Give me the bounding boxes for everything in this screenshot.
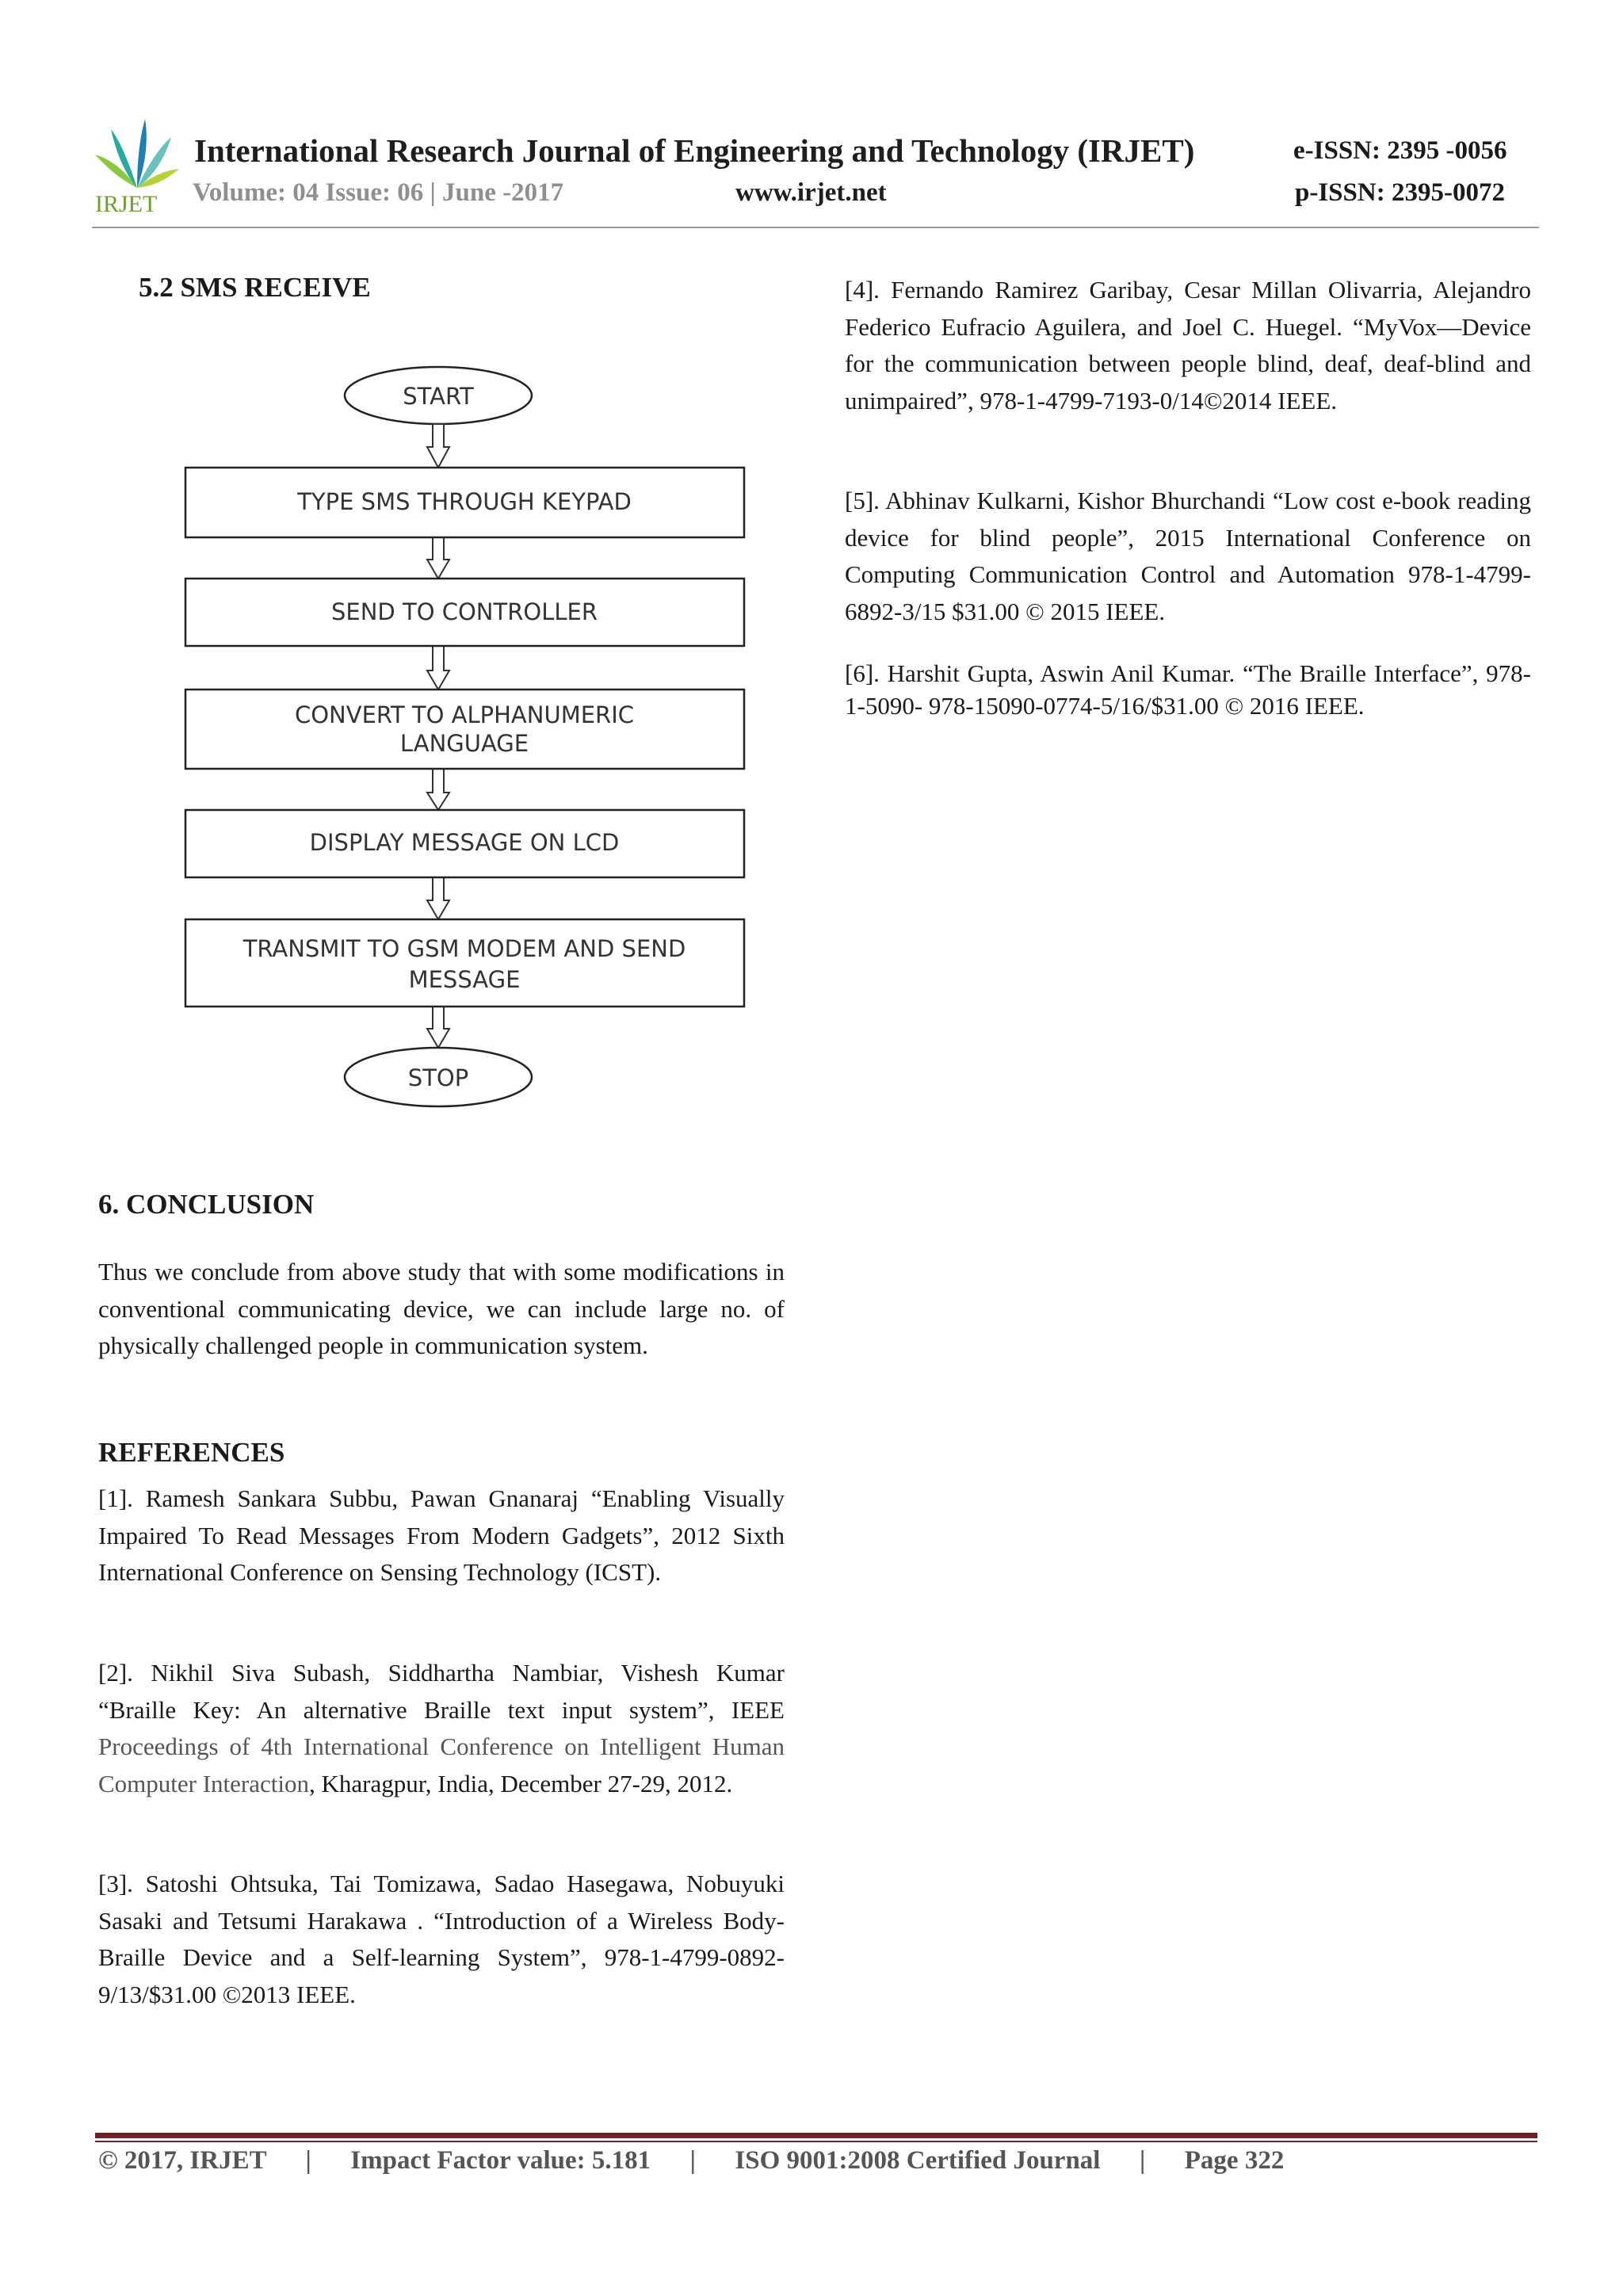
- e-issn: e-ISSN: 2395 -0056: [1293, 136, 1507, 165]
- footer-impact-factor: Impact Factor value: 5.181: [350, 2146, 651, 2175]
- journal-website-link[interactable]: www.irjet.net: [735, 178, 887, 207]
- journal-title: International Research Journal of Engineering and Technology (IRJET): [194, 132, 1195, 169]
- flowchart-arrow: [427, 877, 449, 919]
- reference-3: [3]. Satoshi Ohtsuka, Tai Tomizawa, Sadao Hasegawa, Nobuyuki Sasaki and Tetsumi Harakawa . “Introduction of a Wireless Body-Braille Device and a Self-learning System”, 978-1-4799-0892-9/13/$31.00 ©2013 IEEE.: [98, 1870, 785, 2008]
- reference-6: [6]. Harshit Gupta, Aswin Anil Kumar. “The Braille Interface”, 978-1-5090- 978-15090-0774-5/16/$31.00 © 2016 IEEE.: [845, 659, 1531, 720]
- logo-text: IRJET: [95, 191, 158, 214]
- reference-4: [4]. Fernando Ramirez Garibay, Cesar Millan Olivarria, Alejandro Federico Eufracio Aguilera, and Joel C. Huegel. “MyVox—Device for the communication between people blind, deaf, deaf-blind and unimpaired”, 978-1-4799-7193-0/14©2014 IEEE.: [845, 276, 1531, 415]
- flowchart-step-label: TRANSMIT TO GSM MODEM AND SEND: [242, 935, 686, 962]
- reference-1: [1]. Ramesh Sankara Subbu, Pawan Gnanaraj “Enabling Visually Impaired To Read Messages From Modern Gadgets”, 2012 Sixth International Conference on Sensing Technology (ICST).: [98, 1484, 785, 1586]
- footer-divider: [95, 2133, 1537, 2138]
- conclusion-heading: 6. CONCLUSION: [98, 1189, 315, 1220]
- flowchart-step-label: MESSAGE: [408, 966, 521, 993]
- flowchart-step-label: SEND TO CONTROLLER: [331, 598, 598, 625]
- irjet-logo: [94, 115, 181, 214]
- flowchart-step-label: CONVERT TO ALPHANUMERIC: [294, 701, 635, 728]
- flowchart-arrow: [427, 646, 449, 690]
- flowchart-start-label: START: [403, 383, 474, 410]
- p-issn: p-ISSN: 2395-0072: [1295, 178, 1505, 207]
- references-heading: REFERENCES: [98, 1437, 285, 1468]
- logo-leaves-icon: [95, 119, 179, 188]
- footer-copyright: © 2017, IRJET: [98, 2146, 267, 2175]
- header-divider: [92, 227, 1539, 228]
- page-footer: © 2017, IRJET | Impact Factor value: 5.181 | ISO 9001:2008 Certified Journal | Page 322: [98, 2146, 1285, 2175]
- flowchart-arrow: [427, 769, 449, 810]
- flowchart-arrow: [427, 1007, 449, 1048]
- reference-5: [5]. Abhinav Kulkarni, Kishor Bhurchandi “Low cost e-book reading device for blind people”, 2015 International Conference on Computing Communication Control and Automation 978-1-4799-6892-3/15 $31.00 © 2015 IEEE.: [845, 487, 1531, 625]
- flowchart-stop-label: STOP: [407, 1064, 469, 1091]
- conclusion-text: Thus we conclude from above study that with some modifications in conventional communicating device, we can include large no. of physically challenged people in communication system.: [98, 1258, 785, 1359]
- flowchart-step-transmit-gsm: [185, 919, 744, 1007]
- footer-iso: ISO 9001:2008 Certified Journal: [735, 2146, 1101, 2175]
- section-5-2-heading: 5.2 SMS RECEIVE: [139, 272, 371, 303]
- flowchart-step-label: TYPE SMS THROUGH KEYPAD: [297, 488, 632, 515]
- flowchart-step-label: LANGUAGE: [399, 730, 529, 757]
- flowchart-step-label: DISPLAY MESSAGE ON LCD: [309, 829, 620, 856]
- reference-2: [2]. Nikhil Siva Subash, Siddhartha Nambiar, Vishesh Kumar “Braille Key: An alternative Braille text input system”, IEEE Proceedings of 4th International Conference on Intelligent Human Computer Interaction, Kharagpur, India, December 27-29, 2012.: [98, 1659, 785, 1797]
- volume-issue: Volume: 04 Issue: 06 | June -2017: [193, 178, 564, 207]
- sms-receive-flowchart: [182, 365, 753, 1125]
- flowchart-arrow: [427, 537, 449, 579]
- footer-divider-thin: [95, 2141, 1537, 2142]
- flowchart-arrow: [427, 424, 449, 468]
- page-number: Page 322: [1184, 2146, 1285, 2175]
